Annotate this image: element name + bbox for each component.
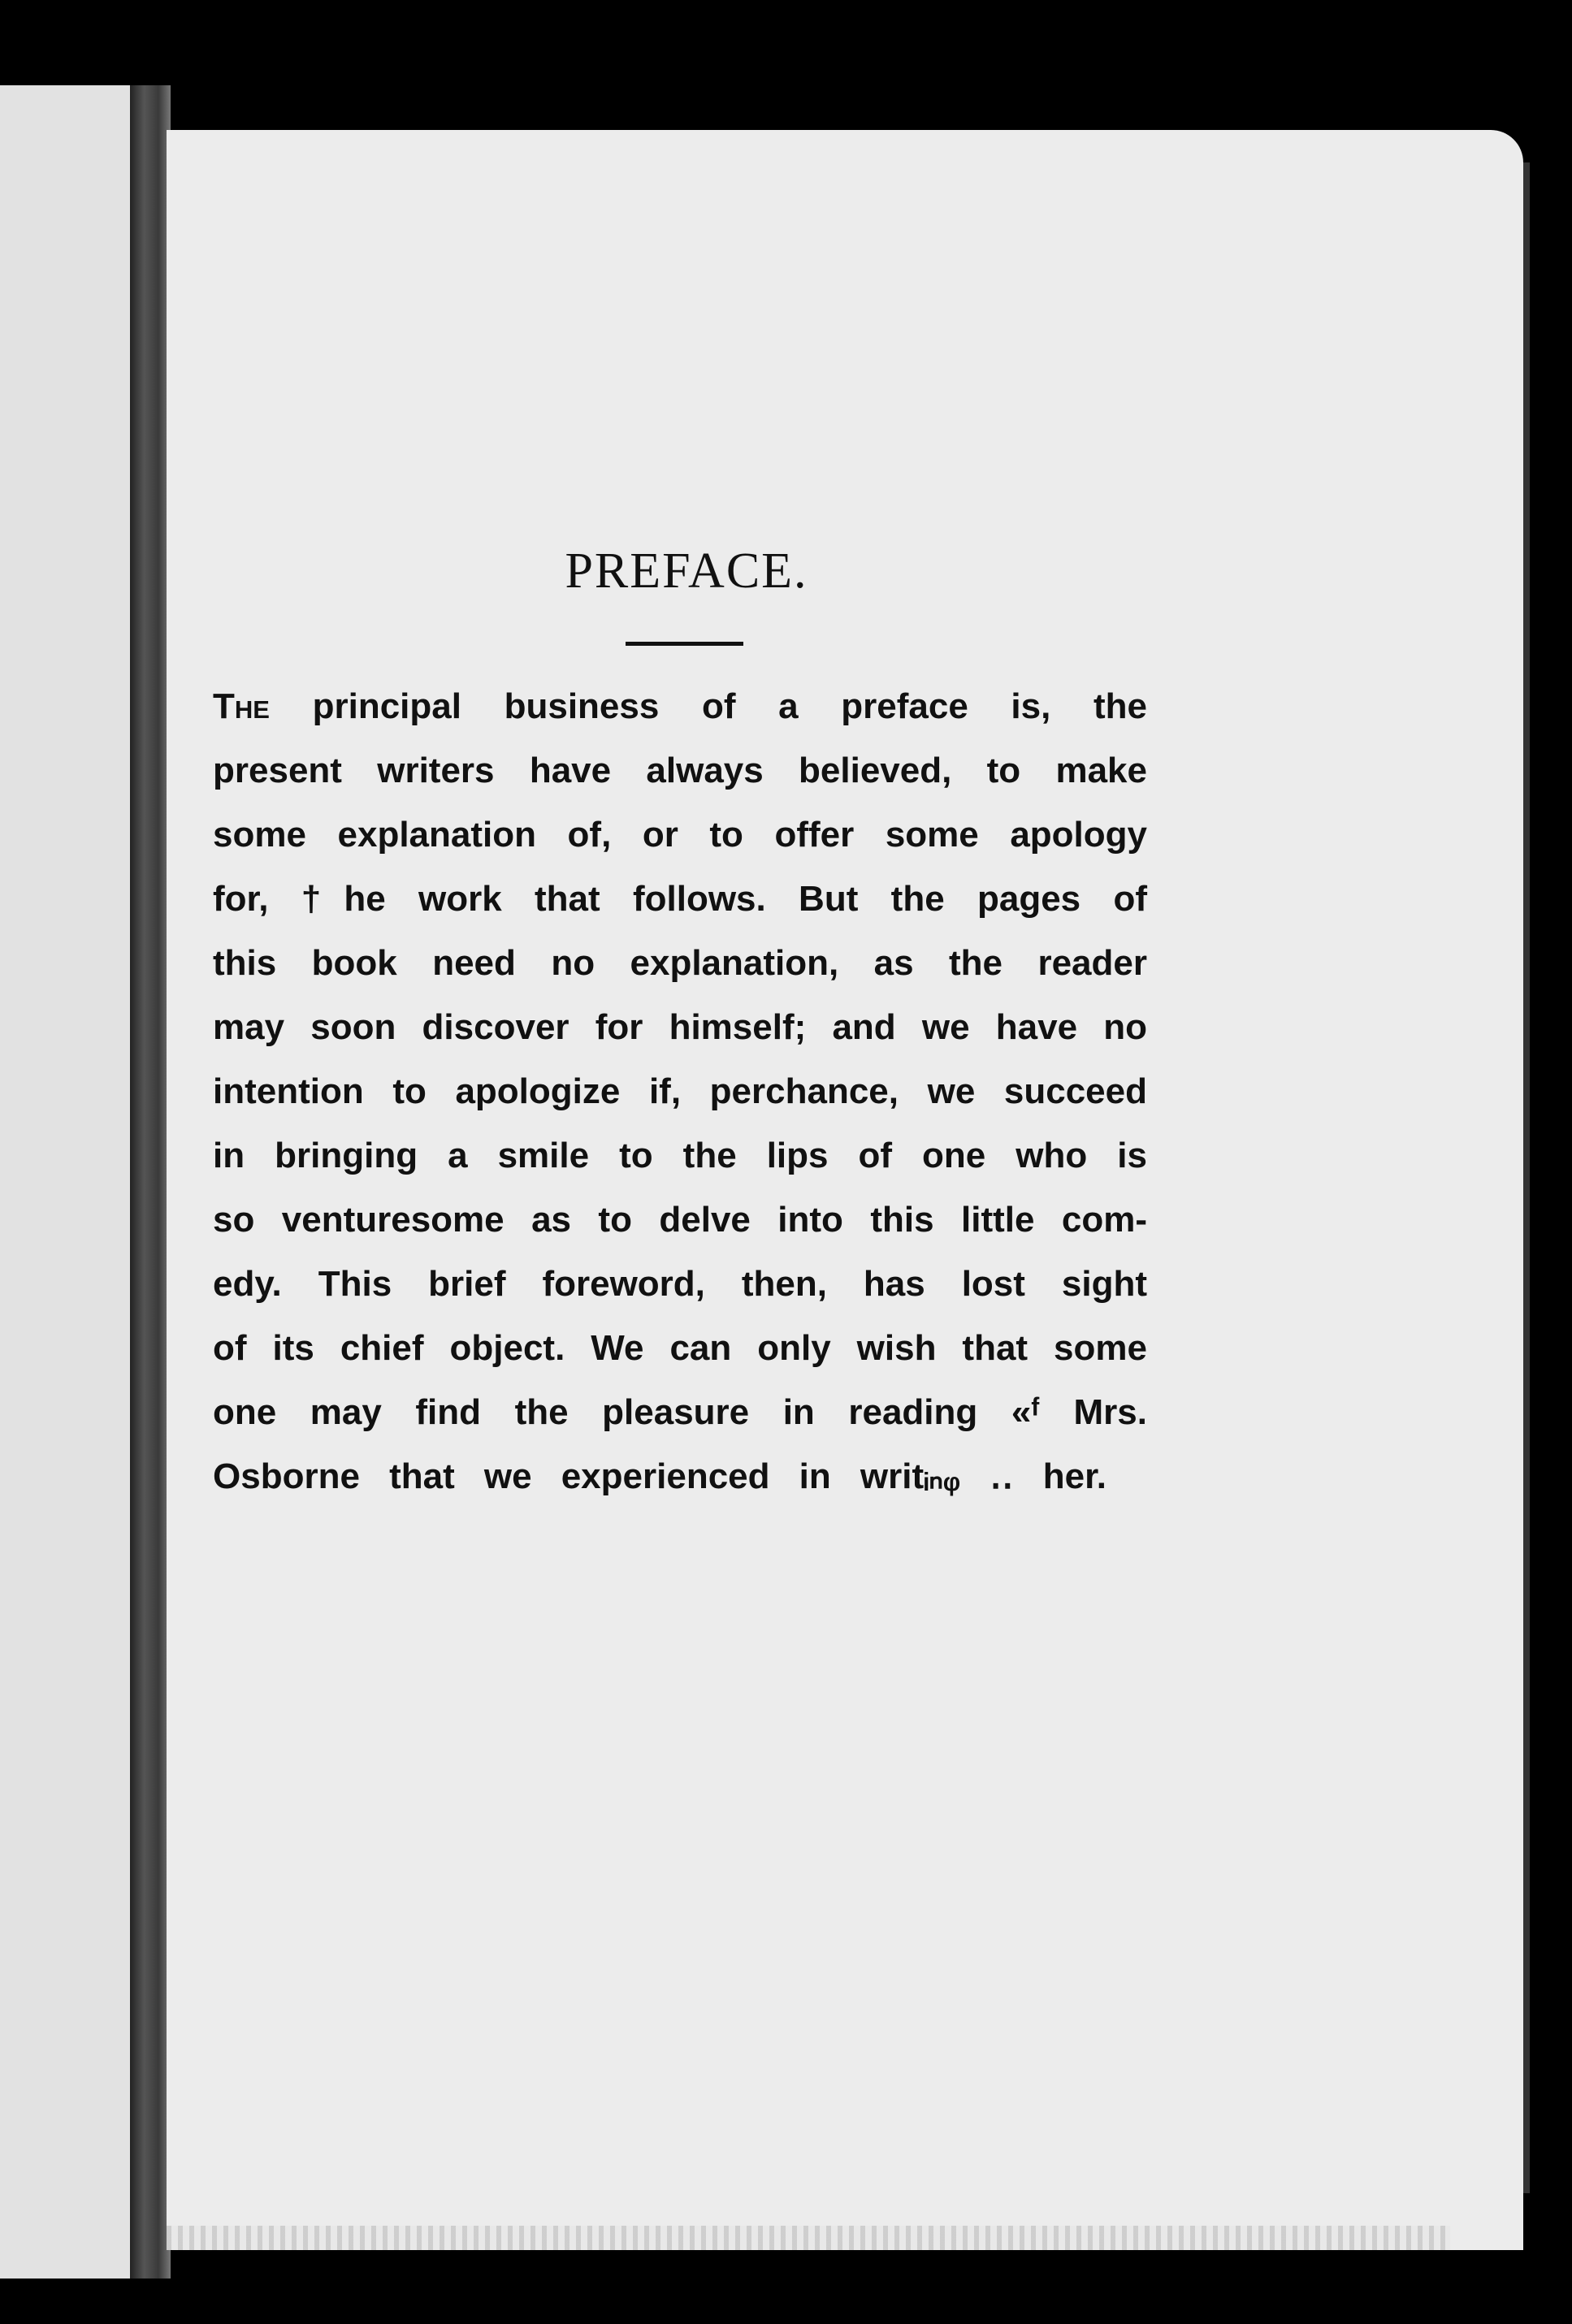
body-line: of its chief object. We can only wish that some: [213, 1328, 1147, 1368]
body-line: for, †he work that follows. But the pages of: [213, 879, 1147, 919]
facing-page-edge: [0, 85, 130, 2279]
body-line: so venturesome as to delve into this little com-: [213, 1200, 1147, 1240]
body-line: edy. This brief foreword, then, has lost sight: [213, 1264, 1147, 1304]
body-line: Osborne that we experienced in writᵢₙᵩ ‥ her.: [213, 1456, 1106, 1496]
lead-word: The: [213, 686, 270, 726]
body-line: intention to apologize if, perchance, we succeed: [213, 1071, 1147, 1111]
body-line: this book need no explanation, as the reader: [213, 943, 1147, 983]
body-line: present writers have always believed, to make: [213, 751, 1147, 790]
page-title: PREFACE.: [565, 543, 808, 599]
title-rule: [626, 642, 743, 646]
page-bottom-edge: [167, 2226, 1450, 2250]
body-line: some explanation of, or to offer some apology: [213, 815, 1147, 855]
page-right-edge: [1523, 162, 1530, 2193]
body-line: may soon discover for himself; and we have no: [213, 1007, 1147, 1047]
book-spine: [130, 85, 171, 2279]
body-line: one may find the pleasure in reading «ᶠ Mrs.: [213, 1392, 1147, 1432]
body-line: [213, 674, 1147, 738]
body-line: in bringing a smile to the lips of one who is: [213, 1136, 1147, 1175]
preface-body: [213, 674, 1147, 1508]
body-line-text: principal business of a preface is, the: [269, 686, 1147, 726]
